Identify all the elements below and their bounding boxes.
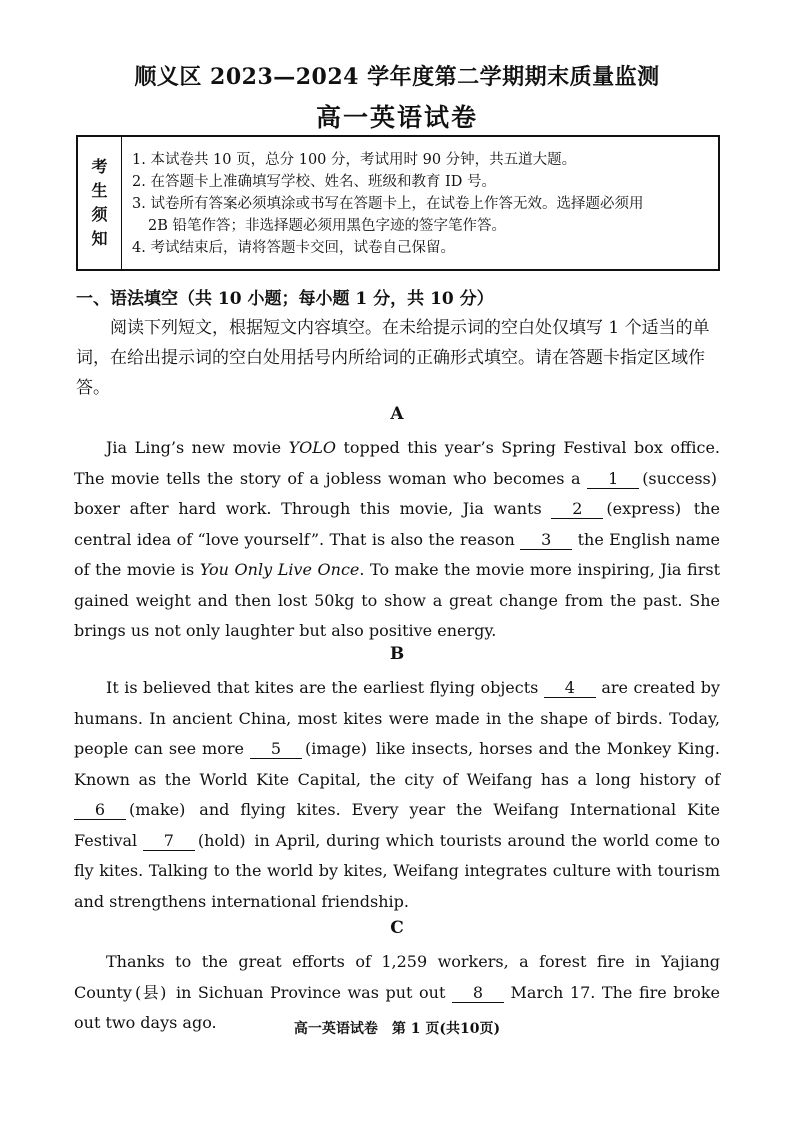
movie-title: YOLO bbox=[288, 438, 336, 457]
passage-text: Thanks to the great efforts of 1,259 workers, a forest fire in Yajiang County bbox=[74, 952, 720, 1002]
passage-text: the central idea of “love yourself”. That is also the reason bbox=[74, 499, 720, 549]
notice-item-continued: 2B 铅笔作答；非选择题必须用黑色字迹的签字笔作答。 bbox=[148, 218, 506, 234]
passage-b bbox=[74, 673, 720, 917]
passage-text: March 17. The fire broke out two days ago. bbox=[74, 982, 720, 1032]
notice-item: 2. 在答题卡上准确填写学校、姓名、班级和教育 ID 号。 bbox=[132, 174, 497, 190]
notice-label-char: 生 bbox=[91, 181, 108, 200]
passage-text: in Sichuan Province was put out bbox=[169, 982, 452, 1002]
hint-word: (make) bbox=[129, 800, 186, 819]
section-heading: 一、语法填空（共 10 小题；每小题 1 分，共 10 分） bbox=[76, 289, 494, 309]
hint-word: (success) bbox=[642, 468, 717, 488]
passage-text: Jia Ling’s new movie bbox=[106, 438, 289, 457]
blank-1: 1 bbox=[587, 470, 639, 489]
blank-3: 3 bbox=[520, 531, 572, 550]
passage-a-letter: A bbox=[390, 404, 404, 424]
hint-word: (县) bbox=[134, 982, 167, 1002]
passage-b-letter: B bbox=[389, 644, 405, 664]
notice-items bbox=[132, 149, 716, 259]
blank-8: 8 bbox=[452, 984, 504, 1003]
passage-text: topped this year’s Spring Festival box office. The movie tells the story of a jobless woman who becomes a bbox=[74, 438, 720, 488]
hint-word: (hold) bbox=[197, 830, 246, 850]
passage-text: are created by humans. In ancient China, most kites were made in the shape of birds. Today, people can see more bbox=[74, 678, 721, 758]
passage-text: in April, during which tourists around the world come to fly kites. Talking to the world by kites, Weifang integrates culture with tourism and strengthens international friendship. bbox=[74, 830, 721, 911]
notice-item: 1. 本试卷共 10 页，总分 100 分，考试用时 90 分钟，共五道大题。 bbox=[132, 152, 577, 168]
passage-text: the English name of the movie is bbox=[74, 529, 721, 579]
blank-7: 7 bbox=[143, 832, 195, 851]
passage-text: boxer after hard work. Through this movie, Jia wants bbox=[74, 499, 552, 518]
passage-c-letter: C bbox=[390, 918, 404, 938]
blank-2: 2 bbox=[551, 500, 603, 519]
notice-label-char: 知 bbox=[91, 229, 108, 248]
notice-item: 4. 考试结束后，请将答题卡交回，试卷自己保留。 bbox=[132, 240, 455, 256]
notice-label-char: 须 bbox=[91, 205, 108, 224]
movie-english-name: You Only Live Once bbox=[199, 560, 360, 579]
passage-a bbox=[74, 433, 720, 647]
passage-text: It is believed that kites are the earliest flying objects bbox=[106, 678, 544, 697]
hint-word: (express) bbox=[606, 499, 682, 518]
blank-6: 6 bbox=[74, 801, 126, 820]
exam-title: 顺义区 2023—2024 学年度第二学期期末质量监测 bbox=[134, 64, 660, 90]
exam-subtitle: 高一英语试卷 bbox=[315, 103, 478, 132]
passage-text: and flying kites. Every year the Weifang International Kite Festival bbox=[74, 800, 720, 850]
passage-a-paragraph bbox=[74, 433, 720, 647]
passage-b-paragraph bbox=[74, 673, 720, 917]
passage-text: like insects, horses and the Monkey King. Known as the World Kite Capital, the city of Weifang has a long history of bbox=[74, 739, 720, 789]
hint-word: (image) bbox=[304, 739, 367, 758]
blank-5: 5 bbox=[250, 740, 302, 759]
notice-label bbox=[78, 137, 122, 269]
candidate-notice-box bbox=[76, 135, 720, 271]
notice-label-char: 考 bbox=[91, 157, 108, 176]
blank-4: 4 bbox=[544, 679, 596, 698]
passage-text: . To make the movie more inspiring, Jia first gained weight and then lost 50kg to show a great change from the past. She brings us not only laughter but also positive energy. bbox=[74, 560, 721, 640]
notice-item: 3. 试卷所有答案必须填涂或书写在答题卡上，在试卷上作答无效。选择题必须用 bbox=[132, 196, 644, 212]
page-footer: 高一英语试卷 第 1 页(共10页) bbox=[293, 1021, 501, 1037]
section-instructions: 阅读下列短文，根据短文内容填空。在未给提示词的空白处仅填写 1 个适当的单词，在给出提示词的空白处用括号内所给词的正确形式填空。请在答题卡指定区域作答。 bbox=[76, 318, 710, 398]
